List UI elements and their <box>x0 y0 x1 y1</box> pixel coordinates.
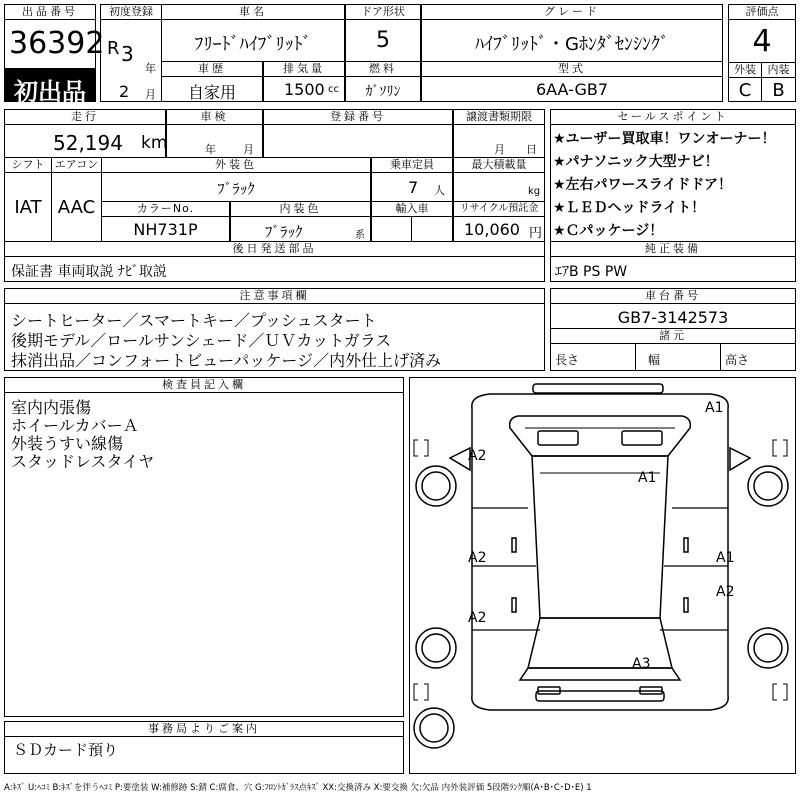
width-cell <box>635 343 721 371</box>
year-unit: 年 <box>145 62 156 75</box>
damage-mark-rear: A3 <box>632 656 651 672</box>
kg-unit: kg <box>528 186 541 197</box>
grade-label: グレード <box>421 4 723 20</box>
displacement: 1500 <box>284 80 325 99</box>
cc-unit: cc <box>328 84 339 95</box>
inspection-label: 車検 <box>166 109 263 125</box>
recycle-cell <box>453 216 545 242</box>
history-label: 車歴 <box>161 61 263 77</box>
inspector-label: 検査員記入欄 <box>4 377 404 393</box>
first-reg-label: 初度登録 <box>100 4 162 20</box>
yen-unit: 円 <box>529 226 543 241</box>
ext-color-label: 外装色 <box>101 157 371 173</box>
note-line-2: 後期モデル／ロールサンシェード／ＵＶカットガラス <box>11 331 392 350</box>
shift: IAT <box>14 197 42 218</box>
capacity: 7 <box>408 178 419 197</box>
color-no-label: カラーNo. <box>101 201 230 217</box>
interior-grade-cell <box>761 77 796 102</box>
int-color-suffix: 系 <box>355 230 365 241</box>
history: 自家用 <box>187 83 236 102</box>
max-load-label: 最大積載量 <box>453 157 545 173</box>
equipment: ｴｱB PS PW <box>555 264 628 280</box>
mileage-cell <box>4 124 166 158</box>
reg-no-cell <box>263 124 453 158</box>
damage-mark-right-door: A1 <box>716 550 735 566</box>
color-no-cell <box>101 216 230 242</box>
equipment-label: 純正装備 <box>550 241 796 257</box>
later-parts-cell <box>4 256 545 282</box>
width-label: 幅 <box>648 353 661 367</box>
reg-no-label: 登録番号 <box>263 109 453 125</box>
fuel-label: 燃料 <box>345 61 421 77</box>
mileage: 52,194 <box>53 131 123 155</box>
later-parts: 保証書 車両取説 ﾅﾋﾞ取説 <box>11 264 167 280</box>
color-no: NH731P <box>133 220 198 239</box>
height-label: 高さ <box>725 353 750 367</box>
sales-point-4: ★ＬＥＤヘッドライト！ <box>553 200 706 216</box>
model: 6AA-GB7 <box>535 80 609 99</box>
inspector-line-2: ホイールカバーＡ <box>11 416 139 435</box>
damage-mark-right-rear-door: A2 <box>716 584 735 600</box>
capacity-cell <box>371 172 453 202</box>
lot-number: 36392 <box>9 26 105 61</box>
office-label: 事務局よりご案内 <box>4 721 404 737</box>
notes-label: 注意事項欄 <box>4 288 545 304</box>
score-label: 評価点 <box>728 4 796 20</box>
shift-cell <box>4 172 52 242</box>
transfer-label: 譲渡書類期限 <box>453 109 545 125</box>
height-cell <box>720 343 796 371</box>
dims-label: 諸元 <box>550 328 796 344</box>
notes-cell <box>4 303 545 371</box>
ext-color: ﾌﾞﾗｯｸ <box>217 180 255 198</box>
int-color-cell <box>230 216 371 242</box>
note-line-1: シートヒーター／スマートキー／プッシュスタート <box>11 311 377 330</box>
legend: A:ｷｽﾞ U:ﾍｺﾐ B:ｷｽﾞを伴うﾍｺﾐ P:要塗装 W:補修跡 S:錆 C:腐食、穴 G:ﾌﾛﾝﾄｶﾞﾗｽ点ｷｽﾞ XX:交換済み X:要交換 欠:欠品 内外装評価 5段階ﾗﾝｸ順(A･B･C･D･E) 1 <box>4 783 592 793</box>
office-text: ＳＤカード預り <box>13 741 119 759</box>
chassis-label: 車台番号 <box>550 288 796 304</box>
era: R <box>107 38 120 59</box>
score: 4 <box>752 24 772 59</box>
max-load-cell <box>453 172 545 202</box>
chassis-number: GB7-3142573 <box>617 308 729 327</box>
score-cell <box>728 19 796 63</box>
car-name-cell <box>161 19 345 62</box>
car-name-label: 車名 <box>161 4 345 20</box>
transfer-day-unit: 日 <box>526 143 537 156</box>
capacity-label: 乗車定員 <box>371 157 453 173</box>
inspector-line-1: 室内内張傷 <box>11 398 92 417</box>
inspector-line-3: 外装うすい線傷 <box>11 434 124 453</box>
lot-number-cell <box>4 19 105 69</box>
sales-point-2: ★パナソニック大型ナビ！ <box>553 154 719 170</box>
inspector-line-4: スタッドレスタイヤ <box>11 452 155 471</box>
history-cell <box>161 76 263 102</box>
grade: ﾊｲﾌﾞﾘｯﾄﾞ・Gﾎﾝﾀﾞｾﾝｼﾝｸﾞ <box>475 34 669 55</box>
door-cell <box>345 19 421 62</box>
damage-mark-roof: A1 <box>638 470 657 486</box>
month-unit: 月 <box>145 88 156 101</box>
first-reg-cell <box>100 19 162 102</box>
mileage-label: 走行 <box>4 109 166 125</box>
sales-point-3: ★左右パワースライドドア！ <box>553 177 733 193</box>
shift-label: シフト <box>4 157 52 173</box>
length-label: 長さ <box>555 353 580 367</box>
first-listing-badge <box>4 68 96 106</box>
ac: AAC <box>57 197 96 218</box>
damage-mark-left-rear-door: A2 <box>468 610 487 626</box>
length-cell <box>550 343 636 371</box>
car-outline <box>410 378 795 773</box>
sales-points-cell <box>550 124 796 242</box>
model-cell <box>421 76 723 102</box>
import-cell-b <box>411 216 453 242</box>
int-color: ﾌﾞﾗｯｸ <box>265 223 303 241</box>
displacement-cell <box>263 76 345 102</box>
equipment-cell <box>550 256 796 282</box>
fuel: ｶﾞｿﾘﾝ <box>365 84 401 100</box>
lot-number-label: 出品番号 <box>4 4 96 20</box>
office-cell <box>4 736 404 774</box>
interior-label: 内装 <box>761 62 796 78</box>
chassis-cell <box>550 303 796 329</box>
inspection-month-unit: 月 <box>243 143 254 156</box>
reg-year: 3 <box>121 42 134 66</box>
model-label: 型式 <box>421 61 723 77</box>
recycle: 10,060 <box>464 220 520 239</box>
reg-month: 2 <box>119 82 130 101</box>
damage-mark-left-door: A2 <box>468 550 487 566</box>
car-name: ﾌﾘｰﾄﾞﾊｲﾌﾞﾘｯﾄﾞ <box>194 34 312 55</box>
import-label: 輸入車 <box>371 201 453 217</box>
km-unit: km <box>141 133 168 153</box>
inspection-year-unit: 年 <box>205 143 216 156</box>
fuel-cell <box>345 76 421 102</box>
exterior-label: 外装 <box>728 62 762 78</box>
door-count: 5 <box>376 28 390 53</box>
car-diagram <box>409 377 796 774</box>
sales-points-label: セールスポイント <box>550 109 796 125</box>
ext-color-cell <box>101 172 371 202</box>
door-label: ドア形状 <box>345 4 421 20</box>
import-cell-a <box>371 216 412 242</box>
interior-grade: B <box>772 80 785 101</box>
note-line-3: 抹消出品／コンフォートビューパッケージ／内外仕上げ済み <box>11 351 442 370</box>
inspector-cell <box>4 392 404 717</box>
ac-label: エアコン <box>51 157 102 173</box>
transfer-cell <box>453 124 545 158</box>
sales-point-1: ★ユーザー買取車！ワンオーナー！ <box>553 131 776 147</box>
first-listing-text: 初出品 <box>14 78 86 106</box>
exterior-grade-cell <box>728 77 762 102</box>
grade-cell <box>421 19 723 62</box>
ac-cell <box>51 172 102 242</box>
damage-mark-left-front: A2 <box>468 448 487 464</box>
recycle-label: リサイクル預託金 <box>453 201 545 217</box>
displacement-label: 排気量 <box>263 61 345 77</box>
exterior-grade: C <box>738 80 752 101</box>
capacity-unit: 人 <box>434 184 445 197</box>
inspection-cell <box>166 124 263 158</box>
sales-point-5: ★Ｃパッケージ！ <box>553 223 664 239</box>
int-color-label: 内装色 <box>230 201 371 217</box>
transfer-month-unit: 月 <box>494 143 505 156</box>
later-parts-label: 後日発送部品 <box>4 241 545 257</box>
damage-mark-front: A1 <box>705 400 724 416</box>
